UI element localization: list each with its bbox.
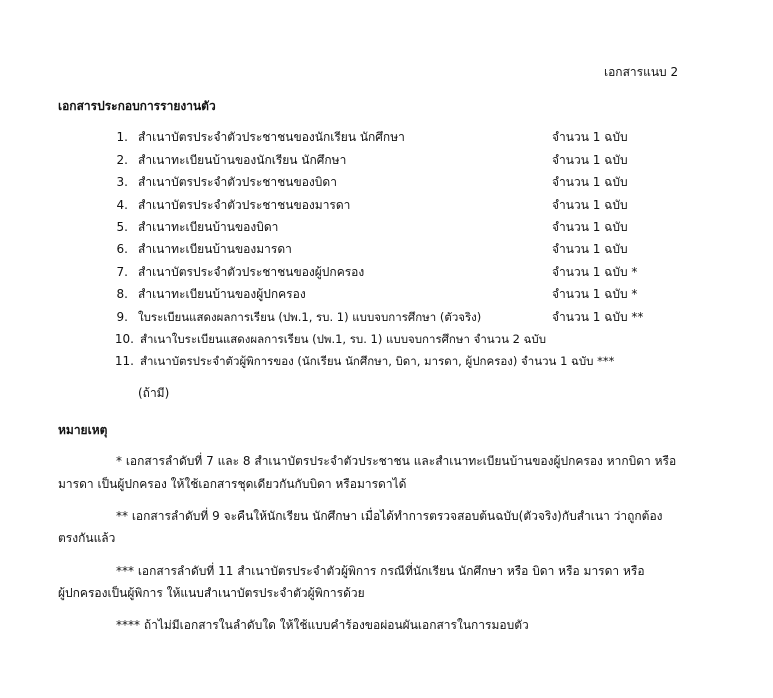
item-11-note: (ถ้ามี) [138, 386, 170, 400]
item-number: 5. [116, 220, 128, 234]
remark-1-line-2: มารดา เป็นผู้ปกครอง ให้ใช้เอกสารชุดเดียวกันกับบิดา หรือมารดาได้ [58, 477, 407, 491]
remark-2-line-1: ** เอกสารลำดับที่ 9 จะคืนให้นักเรียน นักศึกษา เมื่อได้ทำการตรวจสอบต้นฉบับ(ตัวจริง)กับสำเนา ว่าถูกต้อง [116, 509, 663, 523]
item-text: สำเนาทะเบียนบ้านของมารดา [138, 242, 292, 256]
item-text: สำเนาบัตรประจำตัวประชาชนของผู้ปกครอง [138, 265, 365, 279]
list-item [0, 286, 773, 302]
item-text: สำเนาบัตรประจำตัวประชาชนของบิดา [138, 175, 337, 189]
item-quantity: จำนวน 1 ฉบับ [552, 175, 628, 189]
item-number: 3. [116, 175, 128, 189]
item-text: สำเนาบัตรประจำตัวผู้พิการของ (นักเรียน นักศึกษา, บิดา, มารดา, ผู้ปกครอง) จำนวน 1 ฉบับ *** [140, 354, 615, 368]
remark-3-line-2: ผู้ปกครองเป็นผู้พิการ ให้แนบสำเนาบัตรประจำตัวผู้พิการด้วย [58, 586, 365, 600]
list-item [0, 331, 773, 347]
list-item [0, 219, 773, 235]
item-number: 6. [116, 242, 128, 256]
item-quantity: จำนวน 1 ฉบับ [552, 130, 628, 144]
remark-2-line-2: ตรงกันแล้ว [58, 531, 116, 545]
item-quantity: จำนวน 1 ฉบับ [552, 242, 628, 256]
item-text: สำเนาทะเบียนบ้านของบิดา [138, 220, 279, 234]
remarks-title: หมายเหตุ [58, 423, 108, 437]
item-quantity: จำนวน 1 ฉบับ * [552, 287, 638, 301]
item-quantity: จำนวน 1 ฉบับ * [552, 265, 638, 279]
list-item [0, 152, 773, 168]
list-item [0, 241, 773, 257]
remark-3-line-1: *** เอกสารลำดับที่ 11 สำเนาบัตรประจำตัวผู้พิการ กรณีที่นักเรียน นักศึกษา หรือ บิดา หรือ มารดา หรือ [116, 564, 645, 578]
item-number: 2. [116, 153, 128, 167]
item-number: 9. [116, 310, 128, 324]
section-title: เอกสารประกอบการรายงานตัว [58, 99, 216, 113]
list-item [0, 264, 773, 280]
item-quantity: จำนวน 1 ฉบับ [552, 198, 628, 212]
item-quantity: จำนวน 1 ฉบับ ** [552, 310, 644, 324]
item-text: สำเนาบัตรประจำตัวประชาชนของนักเรียน นักศึกษา [138, 130, 405, 144]
list-item [0, 129, 773, 145]
item-number: 4. [116, 198, 128, 212]
item-number: 8. [116, 287, 128, 301]
remark-1-line-1: * เอกสารลำดับที่ 7 และ 8 สำเนาบัตรประจำตัวประชาชน และสำเนาทะเบียนบ้านของผู้ปกครอง หากบิดา หรือ [116, 454, 677, 468]
annex-label: เอกสารแนบ 2 [604, 65, 679, 79]
list-item [0, 353, 773, 369]
item-quantity: จำนวน 1 ฉบับ [552, 220, 628, 234]
item-number: 11. [114, 354, 134, 368]
item-number: 10. [114, 332, 134, 346]
list-item [0, 309, 773, 325]
item-text: สำเนาบัตรประจำตัวประชาชนของมารดา [138, 198, 351, 212]
item-number: 7. [116, 265, 128, 279]
item-text: สำเนาทะเบียนบ้านของนักเรียน นักศึกษา [138, 153, 347, 167]
list-item [0, 197, 773, 213]
item-text: สำเนาทะเบียนบ้านของผู้ปกครอง [138, 287, 306, 301]
item-quantity: จำนวน 1 ฉบับ [552, 153, 628, 167]
remark-4-line-1: **** ถ้าไม่มีเอกสารในลำดับใด ให้ใช้แบบคำร้องขอผ่อนผันเอกสารในการมอบตัว [116, 618, 529, 632]
item-text: ใบระเบียนแสดงผลการเรียน (ปพ.1, รบ. 1) แบบจบการศึกษา (ตัวจริง) [138, 310, 482, 324]
item-text: สำเนาใบระเบียนแสดงผลการเรียน (ปพ.1, รบ. 1) แบบจบการศึกษา จำนวน 2 ฉบับ [140, 332, 547, 346]
list-item [0, 174, 773, 190]
item-number: 1. [116, 130, 128, 144]
